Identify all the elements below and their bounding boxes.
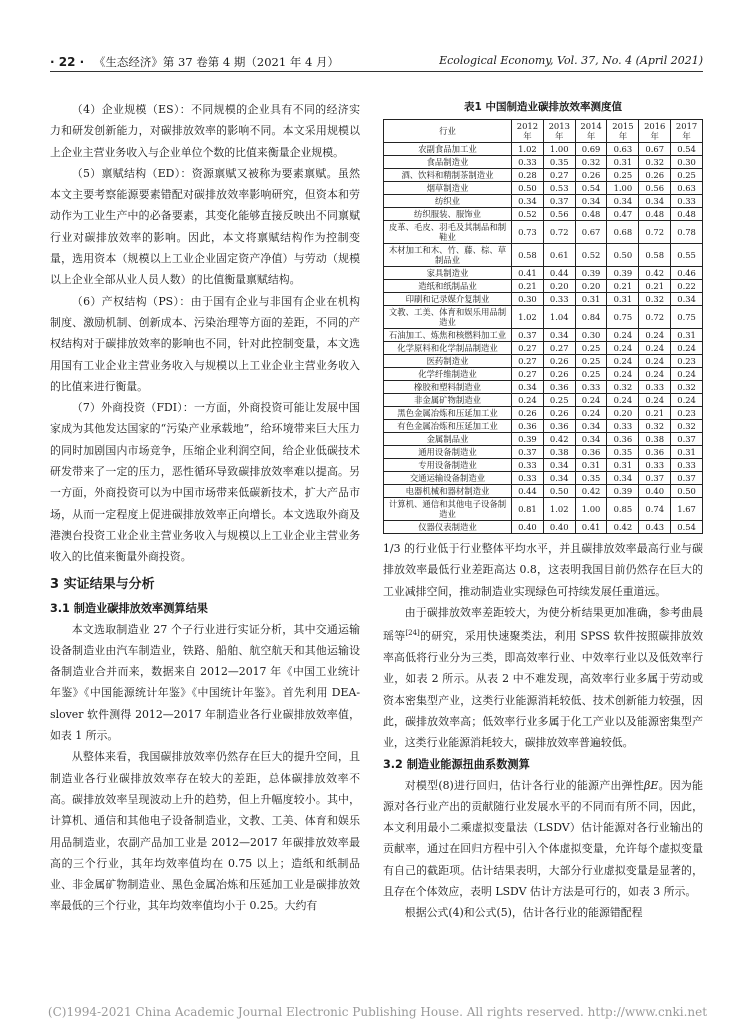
table-row (384, 280, 703, 293)
paragraph-overall-analysis: 从整体来看，我国碳排放效率仍然存在巨大的提升空间，且制造业各行业碳排放效率存在较大的差距，总体碳排放效率不高。碳排放效率呈现波动上升的趋势，但上升幅度较小。其中，计算机、通信和其他电子设备制造业，文教、工美、体育和娱乐用品制造业，农副产品加工业是 2012—2017 年碳排放效率最高的三个行业，其年均效率值均在 0.75 以上；造纸和纸制品业、非金属矿物制造业、黑色金属冶炼和压延加工业是碳排放效率最低的三个行业，其年均效率值均小于 0.25。大约有 (50, 750, 360, 913)
table-header-year: 2017年 (671, 120, 703, 143)
efficiency-value-cell: 0.30 (512, 293, 544, 306)
table-row (384, 342, 703, 355)
efficiency-value-cell: 0.54 (671, 521, 703, 534)
efficiency-value-cell: 0.56 (543, 208, 575, 221)
paragraph-ownership-structure: （6）产权结构（PS）：由于国有企业与非国有企业在机构制度、激励机制、创新成本、污染治理等方面的差距，不同的产权结构对于碳排放效率的影响也不同，针对此控制变量，本文选用国有工业企业主营业务收入与规模以上工业企业主营业务收入的比值来进行衡量。 (50, 294, 360, 393)
efficiency-value-cell: 0.39 (512, 433, 544, 446)
efficiency-value-cell: 0.28 (512, 169, 544, 182)
efficiency-value-cell: 0.31 (607, 156, 639, 169)
table-row (384, 293, 703, 306)
efficiency-value-cell: 1.00 (543, 143, 575, 156)
efficiency-value-cell: 0.34 (543, 329, 575, 342)
efficiency-value-cell: 0.42 (639, 267, 671, 280)
efficiency-value-cell: 0.24 (512, 394, 544, 407)
efficiency-value-cell: 0.23 (671, 355, 703, 368)
efficiency-value-cell: 0.20 (575, 280, 607, 293)
efficiency-value-cell: 0.24 (575, 394, 607, 407)
efficiency-value-cell: 0.25 (575, 368, 607, 381)
paragraph-data-source: 本文选取制造业 27 个子行业进行实证分析，其中交通运输设备制造业由汽车制造业，铁路、船舶、航空航天和其他运输设备制造业合并而来，数据来自 2012—2017 年《中国工业统计年鉴》《中国能源统计年鉴》《中国统计年鉴》。首先利用 DEA-slover 软件测得 2012—2017 年制造业各行业碳排放效率值，如表 1 所示。 (50, 622, 360, 743)
industry-name-cell: 石油加工、炼焦和核燃料加工业 (384, 329, 512, 342)
efficiency-value-cell: 0.46 (671, 267, 703, 280)
industry-name-cell: 皮革、毛皮、羽毛及其制品和制鞋业 (384, 221, 512, 244)
efficiency-value-cell: 0.24 (639, 368, 671, 381)
efficiency-value-cell: 0.32 (607, 381, 639, 394)
efficiency-value-cell: 0.85 (607, 498, 639, 521)
efficiency-value-cell: 0.36 (575, 446, 607, 459)
efficiency-value-cell: 0.40 (639, 485, 671, 498)
efficiency-value-cell: 0.34 (607, 195, 639, 208)
table-row (384, 306, 703, 329)
efficiency-value-cell: 0.24 (607, 368, 639, 381)
section-heading-3-2: 3.2 制造业能源扭曲系数测算 (383, 757, 530, 771)
efficiency-value-cell: 0.48 (639, 208, 671, 221)
efficiency-table (383, 119, 703, 534)
industry-name-cell: 烟草制造业 (384, 182, 512, 195)
efficiency-value-cell: 0.84 (575, 306, 607, 329)
efficiency-value-cell: 0.39 (607, 485, 639, 498)
efficiency-value-cell: 0.37 (639, 472, 671, 485)
efficiency-value-cell: 0.35 (543, 156, 575, 169)
efficiency-value-cell: 0.33 (607, 420, 639, 433)
section-heading-3-1: 3.1 制造业碳排放效率测算结果 (50, 601, 208, 615)
efficiency-value-cell: 0.52 (512, 208, 544, 221)
efficiency-value-cell: 0.73 (512, 221, 544, 244)
efficiency-value-cell: 0.54 (575, 182, 607, 195)
efficiency-value-cell: 0.24 (607, 342, 639, 355)
efficiency-value-cell: 0.32 (671, 420, 703, 433)
efficiency-value-cell: 0.25 (575, 342, 607, 355)
industry-name-cell: 仪器仪表制造业 (384, 521, 512, 534)
paragraph-regression-part-b: 。因为能源对各行业产出的贡献随行业发展水平的不同而有所不同，因此，本文利用最小二乘虚拟变量法（LSDV）估计能源对各行业输出的贡献率，通过在回归方程中引入个体虚拟变量，允许每个虚拟变量有自己的截距项。估计结果表明，大部分行业虚拟变量是显著的，且存在个体效应，表明 LSDV 估计方法是可行的，如表 3 所示。 (383, 778, 703, 899)
efficiency-value-cell: 1.00 (607, 182, 639, 195)
header-left (50, 54, 339, 70)
efficiency-value-cell: 1.02 (512, 306, 544, 329)
industry-name-cell: 文教、工美、体育和娱乐用品制造业 (384, 306, 512, 329)
table-header-industry: 行业 (384, 120, 512, 143)
table-row (384, 329, 703, 342)
efficiency-value-cell: 1.00 (575, 498, 607, 521)
efficiency-value-cell: 0.23 (671, 407, 703, 420)
efficiency-value-cell: 0.20 (607, 407, 639, 420)
efficiency-value-cell: 1.02 (512, 143, 544, 156)
efficiency-value-cell: 0.54 (671, 143, 703, 156)
table-row (384, 195, 703, 208)
efficiency-value-cell: 0.38 (639, 433, 671, 446)
efficiency-value-cell: 0.31 (671, 446, 703, 459)
paragraph-efficiency-gap: 1/3 的行业低于行业整体平均水平，并且碳排放效率最高行业与碳排放效率最低行业差距高达 0.8，这表明我国目前仍然存在巨大的工业减排空间，推动制造业实现绿色可持续发展任重道远。 (383, 542, 703, 598)
industry-name-cell: 通用设备制造业 (384, 446, 512, 459)
efficiency-value-cell: 0.34 (543, 472, 575, 485)
efficiency-value-cell: 0.34 (543, 459, 575, 472)
table-row (384, 381, 703, 394)
efficiency-value-cell: 0.25 (671, 169, 703, 182)
paragraph-enterprise-scale: （4）企业规模（ES）：不同规模的企业具有不同的经济实力和研发创新能力，对碳排放效率的影响不同。本文采用规模以上企业主营业务收入与企业单位个数的比值来衡量企业规模。 (50, 103, 360, 159)
efficiency-value-cell: 0.32 (671, 381, 703, 394)
industry-name-cell: 化学原料和化学制品制造业 (384, 342, 512, 355)
table-row (384, 472, 703, 485)
efficiency-value-cell: 0.24 (575, 407, 607, 420)
table-row (384, 446, 703, 459)
journal-title-cn: 《生态经济》第 37 卷第 4 期（2021 年 4 月） (93, 55, 339, 69)
efficiency-value-cell: 0.24 (639, 342, 671, 355)
efficiency-value-cell: 0.24 (639, 394, 671, 407)
table-header-year: 2014年 (575, 120, 607, 143)
efficiency-value-cell: 0.61 (543, 244, 575, 267)
efficiency-value-cell: 0.27 (543, 342, 575, 355)
efficiency-value-cell: 0.26 (543, 407, 575, 420)
efficiency-value-cell: 0.78 (671, 221, 703, 244)
efficiency-value-cell: 0.24 (671, 342, 703, 355)
efficiency-value-cell: 0.69 (575, 143, 607, 156)
paragraph-clustering-part-b: 的研究，采用快速聚类法，利用 SPSS 软件按照碳排放效率高低将行业分为三类，即高效率行业、中效率行业以及低效率行业，如表 2 所示。从表 2 中不难发现，高效率行业多属于劳动或资本密集型产业，这类行业能源消耗较低、技术创新能力较强，因此，碳排放效率高；低效率行业多属于化工产业以及能源密集型产业，这类行业能源消耗较大，碳排放效率普遍较低。 (383, 629, 703, 750)
efficiency-value-cell: 0.33 (543, 293, 575, 306)
industry-name-cell: 专用设备制造业 (384, 459, 512, 472)
efficiency-value-cell: 0.26 (575, 169, 607, 182)
efficiency-value-cell: 0.55 (671, 244, 703, 267)
efficiency-value-cell: 0.50 (512, 182, 544, 195)
efficiency-value-cell: 0.36 (543, 420, 575, 433)
efficiency-value-cell: 0.47 (607, 208, 639, 221)
industry-name-cell: 橡胶和塑料制造业 (384, 381, 512, 394)
efficiency-value-cell: 0.33 (671, 195, 703, 208)
efficiency-value-cell: 0.63 (607, 143, 639, 156)
industry-name-cell: 黑色金属冶炼和压延加工业 (384, 407, 512, 420)
table-row (384, 355, 703, 368)
efficiency-value-cell: 0.34 (575, 433, 607, 446)
table-row (384, 368, 703, 381)
efficiency-value-cell: 0.37 (512, 446, 544, 459)
efficiency-value-cell: 0.24 (639, 329, 671, 342)
efficiency-value-cell: 0.34 (512, 381, 544, 394)
efficiency-value-cell: 0.22 (671, 280, 703, 293)
efficiency-value-cell: 0.21 (639, 407, 671, 420)
efficiency-value-cell: 0.48 (575, 208, 607, 221)
paragraph-foreign-investment: （7）外商投资（FDI）：一方面，外商投资可能让发展中国家成为其他发达国家的“污染产业承载地”，给环境带来巨大压力的同时加剧国内市场竞争，压缩企业利润空间，给企业低碳技术研发带来了一定的压力，恶性循环导致碳排放效率难以提高。另一方面，外商投资可以为中国市场带来低碳新技术，扩大产品市场，从而一定程度上促进碳排放效率正向增长。本文选取外商及港澳台投资工业企业主营业务收入与规模以上工业企业主营业务收入的比值来衡量外商投资。 (50, 401, 360, 564)
efficiency-value-cell: 0.26 (543, 355, 575, 368)
efficiency-value-cell: 0.72 (543, 221, 575, 244)
efficiency-value-cell: 0.32 (639, 293, 671, 306)
efficiency-value-cell: 0.32 (575, 156, 607, 169)
efficiency-value-cell: 0.52 (575, 244, 607, 267)
efficiency-value-cell: 0.31 (575, 459, 607, 472)
industry-name-cell: 交通运输设备制造业 (384, 472, 512, 485)
efficiency-value-cell: 0.27 (512, 368, 544, 381)
efficiency-value-cell: 1.04 (543, 306, 575, 329)
industry-name-cell: 有色金属冶炼和压延加工业 (384, 420, 512, 433)
efficiency-value-cell: 0.39 (575, 267, 607, 280)
efficiency-value-cell: 0.58 (639, 244, 671, 267)
efficiency-value-cell: 0.30 (671, 156, 703, 169)
efficiency-value-cell: 0.24 (607, 329, 639, 342)
efficiency-value-cell: 0.50 (607, 244, 639, 267)
table-row (384, 407, 703, 420)
efficiency-value-cell: 0.40 (512, 521, 544, 534)
efficiency-value-cell: 0.31 (607, 459, 639, 472)
efficiency-value-cell: 0.21 (607, 280, 639, 293)
efficiency-value-cell: 0.48 (671, 208, 703, 221)
efficiency-value-cell: 0.41 (575, 521, 607, 534)
efficiency-value-cell: 0.24 (671, 394, 703, 407)
efficiency-value-cell: 0.42 (543, 433, 575, 446)
table-row (384, 433, 703, 446)
industry-name-cell: 纺织业 (384, 195, 512, 208)
paragraph-clustering (383, 602, 703, 754)
efficiency-value-cell: 0.31 (671, 329, 703, 342)
table-row (384, 169, 703, 182)
efficiency-value-cell: 0.33 (671, 459, 703, 472)
efficiency-value-cell: 0.21 (639, 280, 671, 293)
industry-name-cell: 医药制造业 (384, 355, 512, 368)
journal-title-en: Ecological Economy, Vol. 37, No. 4 (April 2021) (439, 54, 703, 67)
table-header-year: 2015年 (607, 120, 639, 143)
left-column (50, 99, 360, 917)
table-row (384, 459, 703, 472)
industry-name-cell: 纺织服装、服饰业 (384, 208, 512, 221)
efficiency-value-cell: 0.67 (575, 221, 607, 244)
industry-name-cell: 计算机、通信和其他电子设备制造业 (384, 498, 512, 521)
efficiency-value-cell: 0.74 (639, 498, 671, 521)
table-row (384, 394, 703, 407)
efficiency-value-cell: 0.20 (543, 280, 575, 293)
industry-name-cell: 非金属矿物制造业 (384, 394, 512, 407)
citation-ref: [24] (405, 629, 420, 638)
efficiency-value-cell: 0.21 (512, 280, 544, 293)
efficiency-value-cell: 0.33 (512, 459, 544, 472)
efficiency-value-cell: 0.67 (639, 143, 671, 156)
table-row (384, 420, 703, 433)
section-heading-3: 3 实证结果与分析 (50, 576, 155, 592)
table-row (384, 521, 703, 534)
efficiency-value-cell: 0.75 (607, 306, 639, 329)
efficiency-value-cell: 0.31 (607, 293, 639, 306)
table-row (384, 498, 703, 521)
efficiency-value-cell: 0.34 (512, 195, 544, 208)
efficiency-value-cell: 0.26 (639, 169, 671, 182)
efficiency-value-cell: 0.34 (607, 472, 639, 485)
efficiency-value-cell: 0.42 (575, 485, 607, 498)
table-header-row (384, 120, 703, 143)
efficiency-value-cell: 0.30 (575, 329, 607, 342)
efficiency-value-cell: 0.34 (575, 195, 607, 208)
efficiency-value-cell: 0.50 (543, 485, 575, 498)
industry-name-cell: 金属制品业 (384, 433, 512, 446)
copyright-footer: (C)1994-2021 China Academic Journal Electronic Publishing House. All rights reserved. http://www.cnki.net (47, 1005, 708, 1019)
efficiency-value-cell: 0.33 (639, 381, 671, 394)
efficiency-value-cell: 0.27 (512, 342, 544, 355)
efficiency-value-cell: 0.38 (543, 446, 575, 459)
efficiency-value-cell: 0.24 (607, 394, 639, 407)
efficiency-value-cell: 0.75 (671, 306, 703, 329)
paragraph-formula: 根据公式(4)和公式(5)，估计各行业的能源错配程 (404, 906, 643, 920)
page-header (50, 52, 703, 72)
efficiency-value-cell: 1.02 (543, 498, 575, 521)
efficiency-value-cell: 0.25 (607, 169, 639, 182)
efficiency-value-cell: 0.53 (543, 182, 575, 195)
efficiency-value-cell: 0.36 (543, 381, 575, 394)
efficiency-value-cell: 0.37 (671, 433, 703, 446)
paragraph-endowment-structure: （5）禀赋结构（ED）：资源禀赋又被称为要素禀赋。虽然本文主要考察能源要素错配对碳排放效率影响研究，但资本和劳动作为工业生产中的必备要素，其变化能够直接反映出不同禀赋行业对碳排放效率的影响。因此，本文将禀赋结构作为控制变量，选用资本（规模以上工业企业固定资产净值）与劳动（规模以上企业全部从业人员人数）的比值衡量禀赋结构。 (50, 166, 360, 287)
page-number: · 22 · (50, 55, 85, 69)
efficiency-value-cell: 0.33 (512, 156, 544, 169)
efficiency-value-cell: 0.34 (671, 293, 703, 306)
table-row (384, 221, 703, 244)
efficiency-value-cell: 0.27 (543, 169, 575, 182)
industry-name-cell: 木材加工和木、竹、藤、棕、草制品业 (384, 244, 512, 267)
efficiency-value-cell: 0.36 (607, 433, 639, 446)
efficiency-value-cell: 0.63 (671, 182, 703, 195)
efficiency-value-cell: 0.37 (671, 472, 703, 485)
efficiency-value-cell: 0.43 (639, 521, 671, 534)
table-title: 表1 中国制造业碳排放效率测度值 (464, 101, 622, 113)
efficiency-value-cell: 0.35 (575, 472, 607, 485)
efficiency-value-cell: 0.37 (543, 195, 575, 208)
industry-name-cell: 印刷和记录媒介复制业 (384, 293, 512, 306)
table-row (384, 485, 703, 498)
efficiency-value-cell: 0.72 (639, 306, 671, 329)
efficiency-value-cell: 0.68 (607, 221, 639, 244)
industry-name-cell: 化学纤维制造业 (384, 368, 512, 381)
efficiency-value-cell: 0.26 (543, 368, 575, 381)
efficiency-value-cell: 0.24 (607, 355, 639, 368)
efficiency-value-cell: 0.26 (512, 407, 544, 420)
efficiency-value-cell: 0.40 (543, 521, 575, 534)
table-header-year: 2012年 (512, 120, 544, 143)
efficiency-value-cell: 0.35 (607, 446, 639, 459)
efficiency-value-cell: 0.32 (639, 156, 671, 169)
table-row (384, 143, 703, 156)
table-header-year: 2013年 (543, 120, 575, 143)
paragraph-regression-part-a: 对模型(8)进行回归，估计各行业的能源产出弹性 (404, 778, 645, 792)
efficiency-value-cell: 0.31 (575, 293, 607, 306)
efficiency-value-cell: 0.56 (639, 182, 671, 195)
efficiency-value-cell: 0.25 (543, 394, 575, 407)
industry-name-cell: 农副食品加工业 (384, 143, 512, 156)
efficiency-value-cell: 0.50 (671, 485, 703, 498)
paragraph-clustering-part-a: 由于碳排放效率差距较大，为使分析结果更加准确，参考曲晨瑶等 (383, 605, 703, 643)
industry-name-cell: 家具制造业 (384, 267, 512, 280)
efficiency-value-cell: 0.72 (639, 221, 671, 244)
table-row (384, 156, 703, 169)
efficiency-value-cell: 0.25 (575, 355, 607, 368)
efficiency-value-cell: 0.36 (639, 446, 671, 459)
right-column (383, 99, 703, 924)
efficiency-value-cell: 0.58 (512, 244, 544, 267)
efficiency-value-cell: 0.34 (575, 420, 607, 433)
beta-symbol: βE (644, 778, 659, 792)
paragraph-regression (383, 775, 703, 903)
efficiency-value-cell: 0.41 (512, 267, 544, 280)
efficiency-value-cell: 0.24 (671, 368, 703, 381)
efficiency-value-cell: 0.33 (575, 381, 607, 394)
efficiency-value-cell: 0.32 (639, 420, 671, 433)
efficiency-value-cell: 0.44 (512, 485, 544, 498)
efficiency-value-cell: 0.36 (512, 420, 544, 433)
industry-name-cell: 酒、饮料和精制茶制造业 (384, 169, 512, 182)
table-row (384, 182, 703, 195)
efficiency-value-cell: 0.33 (639, 459, 671, 472)
efficiency-value-cell: 0.34 (639, 195, 671, 208)
industry-name-cell: 电器机械和器材制造业 (384, 485, 512, 498)
efficiency-value-cell: 0.81 (512, 498, 544, 521)
efficiency-value-cell: 0.33 (512, 472, 544, 485)
efficiency-value-cell: 0.44 (543, 267, 575, 280)
industry-name-cell: 造纸和纸制品业 (384, 280, 512, 293)
efficiency-value-cell: 0.24 (639, 355, 671, 368)
table-row (384, 244, 703, 267)
efficiency-value-cell: 0.42 (607, 521, 639, 534)
efficiency-value-cell: 0.37 (512, 329, 544, 342)
table-row (384, 208, 703, 221)
efficiency-value-cell: 0.39 (607, 267, 639, 280)
table-header-year: 2016年 (639, 120, 671, 143)
table-row (384, 267, 703, 280)
industry-name-cell: 食品制造业 (384, 156, 512, 169)
efficiency-value-cell: 1.67 (671, 498, 703, 521)
efficiency-value-cell: 0.27 (512, 355, 544, 368)
